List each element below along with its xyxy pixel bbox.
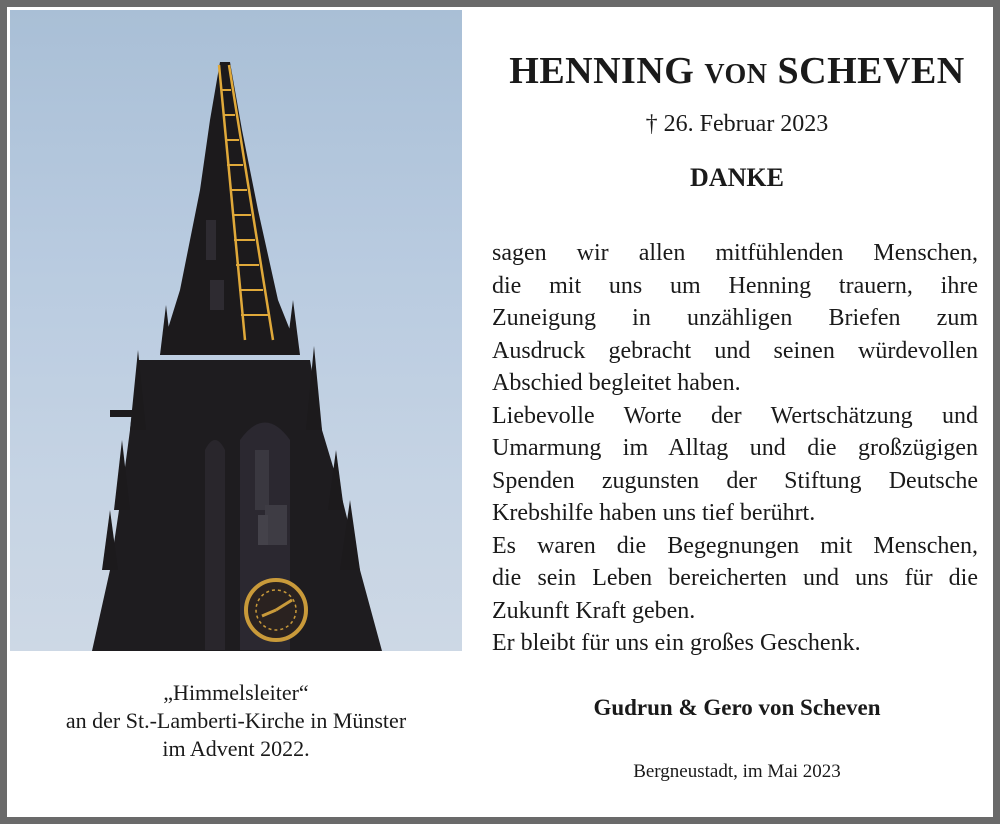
church-tower-photo	[10, 10, 462, 651]
message-line: Zukunft Kraft geben.	[492, 597, 696, 624]
header-block	[487, 47, 987, 193]
message-line: Es waren die Begegnungen mit Menschen,	[492, 532, 978, 559]
first-name: HENNING	[509, 50, 695, 92]
photo-caption	[10, 679, 462, 763]
message-line: Abschied begleitet haben.	[492, 370, 741, 396]
signature: Gudrun & Gero von Scheven	[593, 695, 881, 720]
cross-icon: †	[645, 111, 658, 137]
message-line: die sein Leben bereicherten und uns für die	[492, 565, 978, 591]
message-line: Umarmung im Alltag und die großzügigen	[492, 435, 978, 461]
message-line: Liebevolle Worte der Wertschätzung und	[492, 402, 978, 429]
message-line: Zuneigung in unzähligen Briefen zum	[492, 305, 978, 331]
caption-line: im Advent 2022.	[162, 736, 310, 761]
message-line: Spenden zugunsten der Stiftung Deutsche	[492, 467, 978, 494]
death-date	[487, 109, 987, 139]
thanks-message	[492, 237, 978, 660]
name-particle: VON	[704, 59, 768, 90]
deceased-name	[487, 49, 987, 97]
message-line: Ausdruck gebracht und seinen würdevollen	[492, 337, 978, 364]
caption-line: an der St.-Lamberti-Kirche in Münster	[65, 708, 407, 733]
caption-line: „Himmelsleiter“	[163, 680, 309, 705]
message-line: Krebshilfe haben uns tief berührt.	[492, 500, 816, 526]
death-date-text: 26. Februar 2023	[663, 111, 829, 137]
message-line: die mit uns um Henning trauern, ihre	[492, 272, 978, 299]
last-name: SCHEVEN	[777, 50, 965, 92]
thanks-title: DANKE	[690, 163, 784, 192]
place-date: Bergneustadt, im Mai 2023	[633, 761, 841, 782]
message-line: Er bleibt für uns ein großes Geschenk.	[492, 630, 861, 656]
message-line: sagen wir allen mitfühlenden Menschen,	[492, 240, 978, 266]
